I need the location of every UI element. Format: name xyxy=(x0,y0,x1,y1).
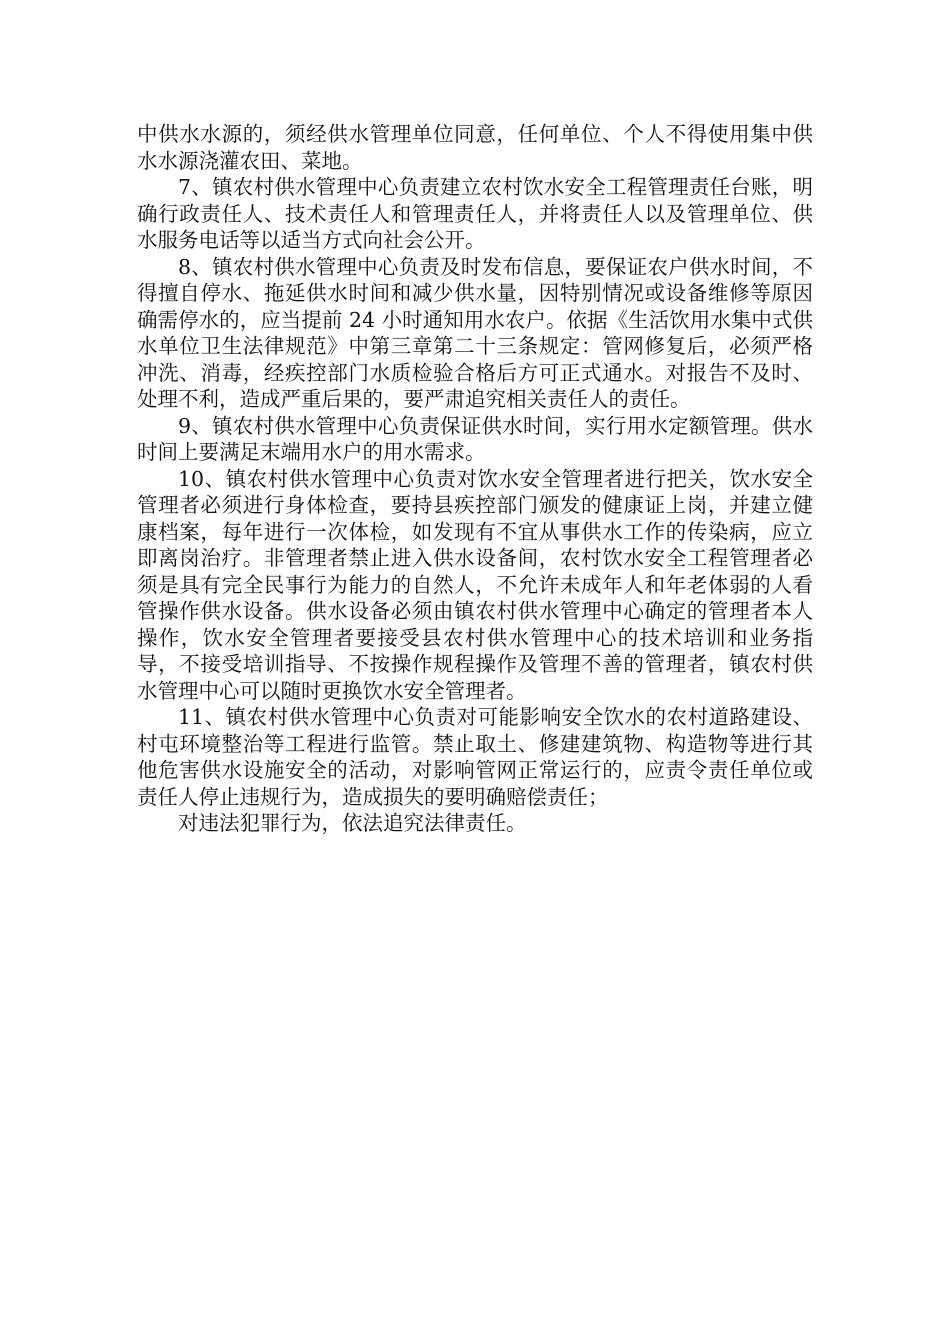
paragraph-item-9: 9、镇农村供水管理中心负责保证供水时间，实行用水定额管理。供水时间上要满足末端用水户的用水需求。 xyxy=(137,413,813,464)
paragraph-item-7: 7、镇农村供水管理中心负责建立农村饮水安全工程管理责任台账，明确行政责任人、技术责任人和管理责任人，并将责任人以及管理单位、供水服务电话等以适当方式向社会公开。 xyxy=(137,175,813,252)
paragraph-item-10: 10、镇农村供水管理中心负责对饮水安全管理者进行把关，饮水安全管理者必须进行身体检查，要持县疾控部门颁发的健康证上岗，并建立健康档案，每年进行一次体检，如发现有不宜从事供水工作的传染病，应立即离岗治疗。非管理者禁止进入供水设备间，农村饮水安全工程管理者必须是具有完全民事行为能力的自然人，不允许未成年人和年老体弱的人看管操作供水设备。供水设备必须由镇农村供水管理中心确定的管理者本人操作，饮水安全管理者要接受县农村供水管理中心的技术培训和业务指导，不接受培训指导、不按操作规程操作及管理不善的管理者，镇农村供水管理中心可以随时更换饮水安全管理者。 xyxy=(137,466,813,703)
paragraph-item-8: 8、镇农村供水管理中心负责及时发布信息，要保证农户供水时间，不得擅自停水、拖延供水时间和减少供水量，因特别情况或设备维修等原因确需停水的，应当提前 24 小时通知用水农户。依据《生活饮用水集中式供水单位卫生法律规范》中第三章第二十三条规定：管网修复后，必须严格冲洗、消毒，经疾控部门水质检验合格后方可正式通水。对报告不及时、处理不利，造成严重后果的，要严肃追究相关责任人的责任。 xyxy=(137,254,813,411)
paragraph-closing: 对违法犯罪行为，依法追究法律责任。 xyxy=(178,811,527,835)
paragraph-item-11: 11、镇农村供水管理中心负责对可能影响安全饮水的农村道路建设、村屯环境整治等工程进行监管。禁止取土、修建建筑物、构造物等进行其他危害供水设施安全的活动，对影响管网正常运行的，应责令责任单位或责任人停止违规行为，造成损失的要明确赔偿责任； xyxy=(137,705,813,809)
document-body xyxy=(137,121,813,837)
paragraph-continuation: 中供水水源的，须经供水管理单位同意，任何单位、个人不得使用集中供水水源浇灌农田、菜地。 xyxy=(137,122,813,173)
